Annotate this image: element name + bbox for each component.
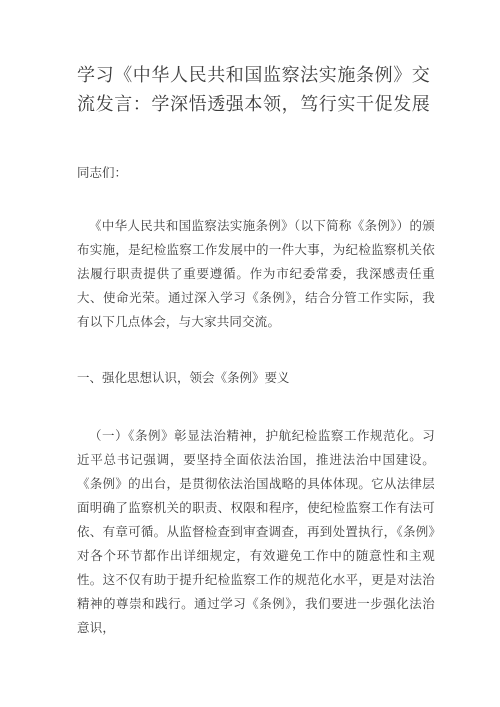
salutation: 同志们： [77,165,128,180]
body-paragraph: （一）《条例》彰显法治精神，护航纪检监察工作规范化。习近平总书记强调，要坚持全面依法治国，推进法治中国建设。《条例》的出台，是贯彻依法治国战略的具体体现。它从法律层面明确了监察机关的职责、权限和程序，使纪检监察工作有法可依、有章可循。从监督检查到审查调查，再到处置执行，《条例》对各个环节都作出详细规定，有效避免工作中的随意性和主观性。这不仅有助于提升纪检监察工作的规范化水平，更是对法治精神的尊崇和践行。通过学习《条例》，我们要进一步强化法治意识， [77,428,435,635]
intro-paragraph: 《中华人民共和国监察法实施条例》（以下简称《条例》）的颁布实施，是纪检监察工作发展中的一件大事，为纪检监察机关依法履行职责提供了重要遵循。作为市纪委常委，我深感责任重大、使命光荣。通过深入学习《条例》，结合分管工作实际，我有以下几点体会，与大家共同交流。 [77,218,435,329]
section-heading: 一、强化思想认识，领会《条例》要义 [77,370,290,385]
document-title: 学习《中华人民共和国监察法实施条例》交流发言：学深悟透强本领，笃行实干促发展 [77,65,431,115]
